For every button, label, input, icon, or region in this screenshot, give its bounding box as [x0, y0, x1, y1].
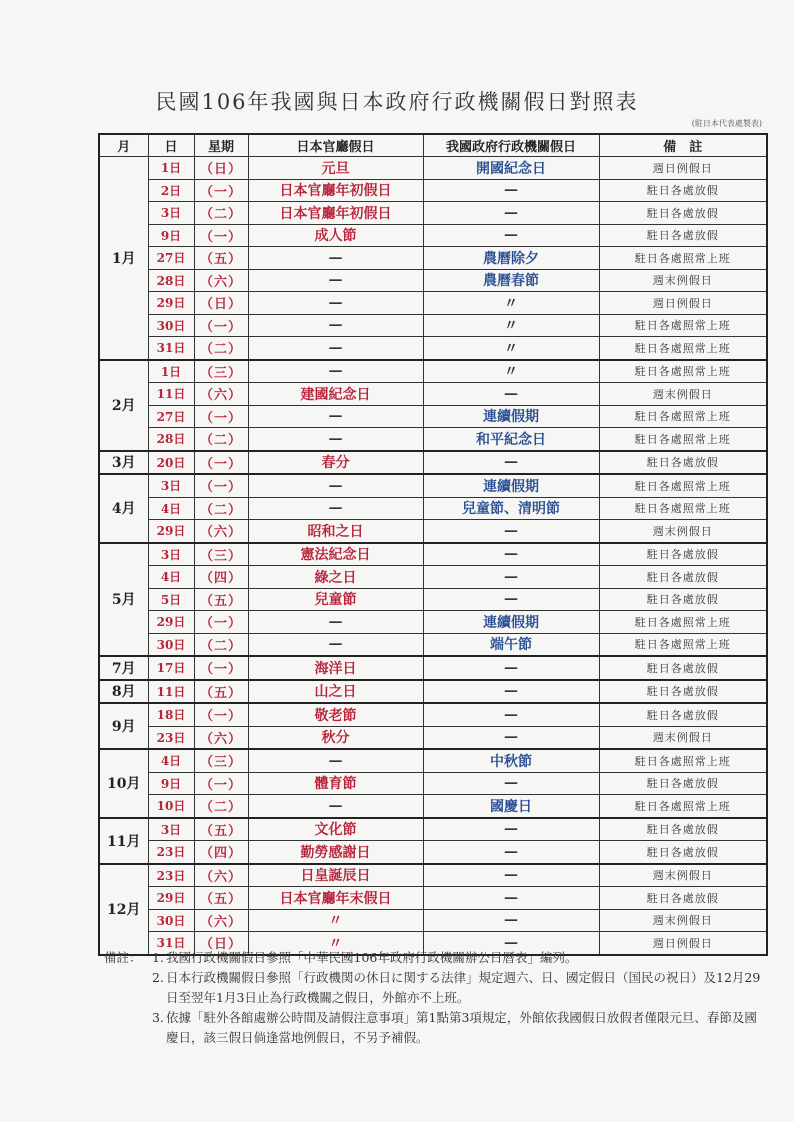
remark-number: 1.	[152, 950, 164, 965]
weekday-cell: （六）	[194, 269, 248, 292]
month-cell: 12月	[99, 864, 148, 955]
month-cell: 3月	[99, 451, 148, 475]
weekday-cell: （一）	[194, 656, 248, 680]
day-cell: 30日	[148, 909, 194, 932]
taiwan-holiday-cell: 國慶日	[423, 795, 599, 818]
remarks-list	[104, 948, 764, 1048]
note-cell: 駐日各處放假	[599, 566, 767, 589]
header-day: 日	[148, 134, 194, 157]
note-cell: 駐日各處放假	[599, 772, 767, 795]
taiwan-holiday-cell: 兒童節、清明節	[423, 497, 599, 520]
japan-holiday-cell: 日本官廳年初假日	[248, 179, 423, 202]
japan-holiday-cell: —	[248, 497, 423, 520]
day-cell: 2日	[148, 179, 194, 202]
note-cell: 駐日各處照常上班	[599, 497, 767, 520]
day-cell: 30日	[148, 633, 194, 656]
weekday-cell: （五）	[194, 247, 248, 270]
remark-number: 2.	[152, 970, 164, 985]
day-cell: 9日	[148, 772, 194, 795]
japan-holiday-cell: 綠之日	[248, 566, 423, 589]
page-subtitle: (駐日本代表處製表)	[691, 119, 762, 128]
month-cell: 4月	[99, 474, 148, 543]
table-row	[99, 818, 767, 841]
remarks-label: 備註：	[104, 950, 142, 965]
table-row	[99, 772, 767, 795]
taiwan-holiday-cell: —	[423, 680, 599, 704]
table-row	[99, 224, 767, 247]
table-row	[99, 179, 767, 202]
weekday-cell: （二）	[194, 202, 248, 225]
weekday-cell: （五）	[194, 588, 248, 611]
table-row	[99, 157, 767, 180]
taiwan-holiday-cell: 連續假期	[423, 405, 599, 428]
japan-holiday-cell: —	[248, 428, 423, 451]
day-cell: 31日	[148, 337, 194, 360]
month-cell: 7月	[99, 656, 148, 680]
japan-holiday-cell: 日本官廳年初假日	[248, 202, 423, 225]
header-month: 月	[99, 134, 148, 157]
day-cell: 4日	[148, 497, 194, 520]
note-cell: 週末例假日	[599, 269, 767, 292]
table-row	[99, 887, 767, 910]
japan-holiday-cell: 〃	[248, 932, 423, 955]
day-cell: 23日	[148, 841, 194, 864]
weekday-cell: （三）	[194, 360, 248, 383]
taiwan-holiday-cell: —	[423, 864, 599, 887]
weekday-cell: （一）	[194, 224, 248, 247]
note-cell: 週末例假日	[599, 383, 767, 406]
note-cell: 駐日各處放假	[599, 887, 767, 910]
note-cell: 駐日各處放假	[599, 656, 767, 680]
table-row	[99, 428, 767, 451]
taiwan-holiday-cell: 連續假期	[423, 611, 599, 634]
remark-item	[152, 1008, 764, 1048]
note-cell: 駐日各處照常上班	[599, 314, 767, 337]
table-row	[99, 405, 767, 428]
taiwan-holiday-cell: —	[423, 179, 599, 202]
remarks-section	[104, 948, 764, 1048]
remark-text: 日本行政機關假日參照「行政機関の休日に関する法律」規定週六、日、國定假日（国民の祝日）及12月29日至翌年1月3日止為行政機關之假日，外館亦不上班。	[166, 970, 761, 1005]
taiwan-holiday-cell: 開國紀念日	[423, 157, 599, 180]
note-cell: 駐日各處放假	[599, 179, 767, 202]
japan-holiday-cell: 元旦	[248, 157, 423, 180]
weekday-cell: （二）	[194, 337, 248, 360]
weekday-cell: （一）	[194, 179, 248, 202]
taiwan-holiday-cell: 〃	[423, 292, 599, 315]
japan-holiday-cell: 春分	[248, 451, 423, 475]
taiwan-holiday-cell: —	[423, 818, 599, 841]
weekday-cell: （一）	[194, 314, 248, 337]
table-row	[99, 360, 767, 383]
table-row	[99, 656, 767, 680]
taiwan-holiday-cell: —	[423, 520, 599, 543]
weekday-cell: （二）	[194, 428, 248, 451]
table-row	[99, 749, 767, 772]
weekday-cell: （六）	[194, 864, 248, 887]
note-cell: 駐日各處放假	[599, 451, 767, 475]
header-weekday: 星期	[194, 134, 248, 157]
table-row	[99, 474, 767, 497]
weekday-cell: （三）	[194, 749, 248, 772]
remark-text: 依據「駐外各館處辦公時間及請假注意事項」第1點第3項規定，外館依我國假日放假者僅限元旦、春節及國慶日，該三假日倘逢當地例假日，不另予補假。	[166, 1010, 757, 1045]
day-cell: 28日	[148, 269, 194, 292]
table-row	[99, 247, 767, 270]
weekday-cell: （四）	[194, 566, 248, 589]
month-cell: 1月	[99, 157, 148, 360]
taiwan-holiday-cell: 農曆春節	[423, 269, 599, 292]
note-cell: 駐日各處放假	[599, 224, 767, 247]
remark-text: 我國行政機關假日參照「中華民國106年政府行政機關辦公日曆表」編列。	[166, 950, 578, 965]
taiwan-holiday-cell: 〃	[423, 337, 599, 360]
japan-holiday-cell: 山之日	[248, 680, 423, 704]
table-row	[99, 703, 767, 726]
day-cell: 1日	[148, 360, 194, 383]
taiwan-holiday-cell: 〃	[423, 360, 599, 383]
note-cell: 駐日各處照常上班	[599, 337, 767, 360]
note-cell: 駐日各處照常上班	[599, 405, 767, 428]
table-row	[99, 337, 767, 360]
weekday-cell: （六）	[194, 520, 248, 543]
day-cell: 31日	[148, 932, 194, 955]
note-cell: 駐日各處放假	[599, 543, 767, 566]
japan-holiday-cell: 日皇誕辰日	[248, 864, 423, 887]
note-cell: 週末例假日	[599, 909, 767, 932]
day-cell: 10日	[148, 795, 194, 818]
taiwan-holiday-cell: 中秋節	[423, 749, 599, 772]
weekday-cell: （五）	[194, 818, 248, 841]
table-row	[99, 633, 767, 656]
note-cell: 週末例假日	[599, 726, 767, 749]
taiwan-holiday-cell: —	[423, 656, 599, 680]
japan-holiday-cell: —	[248, 314, 423, 337]
weekday-cell: （五）	[194, 887, 248, 910]
table-row	[99, 909, 767, 932]
day-cell: 5日	[148, 588, 194, 611]
day-cell: 11日	[148, 383, 194, 406]
month-cell: 11月	[99, 818, 148, 864]
day-cell: 17日	[148, 656, 194, 680]
table-row	[99, 383, 767, 406]
japan-holiday-cell: 〃	[248, 909, 423, 932]
note-cell: 駐日各處照常上班	[599, 428, 767, 451]
taiwan-holiday-cell: —	[423, 887, 599, 910]
taiwan-holiday-cell: —	[423, 726, 599, 749]
japan-holiday-cell: —	[248, 474, 423, 497]
japan-holiday-cell: 兒童節	[248, 588, 423, 611]
note-cell: 週日例假日	[599, 157, 767, 180]
japan-holiday-cell: 勤勞感謝日	[248, 841, 423, 864]
day-cell: 4日	[148, 749, 194, 772]
table-row	[99, 864, 767, 887]
month-cell: 2月	[99, 360, 148, 451]
day-cell: 29日	[148, 520, 194, 543]
day-cell: 29日	[148, 887, 194, 910]
note-cell: 駐日各處照常上班	[599, 633, 767, 656]
day-cell: 23日	[148, 864, 194, 887]
remark-item	[152, 948, 764, 968]
japan-holiday-cell: —	[248, 247, 423, 270]
table-row	[99, 680, 767, 704]
taiwan-holiday-cell: 〃	[423, 314, 599, 337]
japan-holiday-cell: 成人節	[248, 224, 423, 247]
header-row	[99, 134, 767, 157]
note-cell: 駐日各處照常上班	[599, 474, 767, 497]
taiwan-holiday-cell: —	[423, 383, 599, 406]
day-cell: 23日	[148, 726, 194, 749]
japan-holiday-cell: 敬老節	[248, 703, 423, 726]
day-cell: 27日	[148, 247, 194, 270]
header-note: 備 註	[599, 134, 767, 157]
taiwan-holiday-cell: —	[423, 566, 599, 589]
japan-holiday-cell: —	[248, 795, 423, 818]
table-row	[99, 566, 767, 589]
taiwan-holiday-cell: 端午節	[423, 633, 599, 656]
note-cell: 駐日各處放假	[599, 202, 767, 225]
table-row	[99, 795, 767, 818]
month-cell: 5月	[99, 543, 148, 657]
note-cell: 駐日各處照常上班	[599, 611, 767, 634]
japan-holiday-cell: 海洋日	[248, 656, 423, 680]
japan-holiday-cell: —	[248, 292, 423, 315]
taiwan-holiday-cell: —	[423, 932, 599, 955]
holiday-table	[98, 133, 768, 956]
note-cell: 週末例假日	[599, 864, 767, 887]
japan-holiday-cell: —	[248, 405, 423, 428]
note-cell: 駐日各處放假	[599, 588, 767, 611]
day-cell: 4日	[148, 566, 194, 589]
day-cell: 28日	[148, 428, 194, 451]
taiwan-holiday-cell: —	[423, 588, 599, 611]
header-japan-holiday: 日本官廳假日	[248, 134, 423, 157]
japan-holiday-cell: 建國紀念日	[248, 383, 423, 406]
weekday-cell: （日）	[194, 932, 248, 955]
month-cell: 10月	[99, 749, 148, 818]
day-cell: 1日	[148, 157, 194, 180]
page-title: 民國106年我國與日本政府行政機關假日對照表	[155, 90, 639, 114]
weekday-cell: （二）	[194, 497, 248, 520]
japan-holiday-cell: 日本官廳年末假日	[248, 887, 423, 910]
table-row	[99, 292, 767, 315]
taiwan-holiday-cell: —	[423, 772, 599, 795]
weekday-cell: （日）	[194, 292, 248, 315]
weekday-cell: （六）	[194, 726, 248, 749]
note-cell: 駐日各處放假	[599, 703, 767, 726]
note-cell: 駐日各處照常上班	[599, 247, 767, 270]
note-cell: 週末例假日	[599, 520, 767, 543]
weekday-cell: （四）	[194, 841, 248, 864]
japan-holiday-cell: 體育節	[248, 772, 423, 795]
month-cell: 9月	[99, 703, 148, 749]
header-taiwan-holiday: 我國政府行政機關假日	[423, 134, 599, 157]
day-cell: 3日	[148, 202, 194, 225]
weekday-cell: （一）	[194, 703, 248, 726]
table-row	[99, 588, 767, 611]
japan-holiday-cell: —	[248, 269, 423, 292]
table-row	[99, 497, 767, 520]
table-row	[99, 726, 767, 749]
note-cell: 駐日各處放假	[599, 818, 767, 841]
note-cell: 週日例假日	[599, 932, 767, 955]
weekday-cell: （一）	[194, 611, 248, 634]
weekday-cell: （一）	[194, 405, 248, 428]
taiwan-holiday-cell: —	[423, 451, 599, 475]
taiwan-holiday-cell: —	[423, 202, 599, 225]
japan-holiday-cell: 文化節	[248, 818, 423, 841]
day-cell: 3日	[148, 474, 194, 497]
weekday-cell: （六）	[194, 383, 248, 406]
taiwan-holiday-cell: 和平紀念日	[423, 428, 599, 451]
japan-holiday-cell: —	[248, 360, 423, 383]
note-cell: 駐日各處放假	[599, 841, 767, 864]
japan-holiday-cell: 秋分	[248, 726, 423, 749]
taiwan-holiday-cell: —	[423, 224, 599, 247]
day-cell: 11日	[148, 680, 194, 704]
japan-holiday-cell: —	[248, 611, 423, 634]
note-cell: 駐日各處照常上班	[599, 795, 767, 818]
japan-holiday-cell: —	[248, 337, 423, 360]
taiwan-holiday-cell: 連續假期	[423, 474, 599, 497]
taiwan-holiday-cell: —	[423, 909, 599, 932]
day-cell: 29日	[148, 292, 194, 315]
weekday-cell: （一）	[194, 772, 248, 795]
taiwan-holiday-cell: —	[423, 703, 599, 726]
taiwan-holiday-cell: —	[423, 841, 599, 864]
note-cell: 駐日各處照常上班	[599, 360, 767, 383]
table-row	[99, 202, 767, 225]
table-row	[99, 611, 767, 634]
weekday-cell: （六）	[194, 909, 248, 932]
remark-item	[152, 968, 764, 1008]
japan-holiday-cell: 昭和之日	[248, 520, 423, 543]
day-cell: 18日	[148, 703, 194, 726]
table-row	[99, 269, 767, 292]
japan-holiday-cell: —	[248, 749, 423, 772]
weekday-cell: （三）	[194, 543, 248, 566]
note-cell: 駐日各處放假	[599, 680, 767, 704]
day-cell: 27日	[148, 405, 194, 428]
day-cell: 3日	[148, 543, 194, 566]
japan-holiday-cell: 憲法紀念日	[248, 543, 423, 566]
note-cell: 駐日各處照常上班	[599, 749, 767, 772]
day-cell: 3日	[148, 818, 194, 841]
japan-holiday-cell: —	[248, 633, 423, 656]
table-row	[99, 520, 767, 543]
weekday-cell: （一）	[194, 474, 248, 497]
table-body	[99, 157, 767, 955]
table-row	[99, 314, 767, 337]
day-cell: 29日	[148, 611, 194, 634]
table-row	[99, 451, 767, 475]
note-cell: 週日例假日	[599, 292, 767, 315]
weekday-cell: （二）	[194, 633, 248, 656]
month-cell: 8月	[99, 680, 148, 704]
weekday-cell: （二）	[194, 795, 248, 818]
table-header	[99, 134, 767, 157]
table-row	[99, 841, 767, 864]
day-cell: 30日	[148, 314, 194, 337]
day-cell: 20日	[148, 451, 194, 475]
weekday-cell: （五）	[194, 680, 248, 704]
remark-number: 3.	[152, 1010, 164, 1025]
taiwan-holiday-cell: —	[423, 543, 599, 566]
weekday-cell: （日）	[194, 157, 248, 180]
taiwan-holiday-cell: 農曆除夕	[423, 247, 599, 270]
table-row	[99, 543, 767, 566]
day-cell: 9日	[148, 224, 194, 247]
weekday-cell: （一）	[194, 451, 248, 475]
